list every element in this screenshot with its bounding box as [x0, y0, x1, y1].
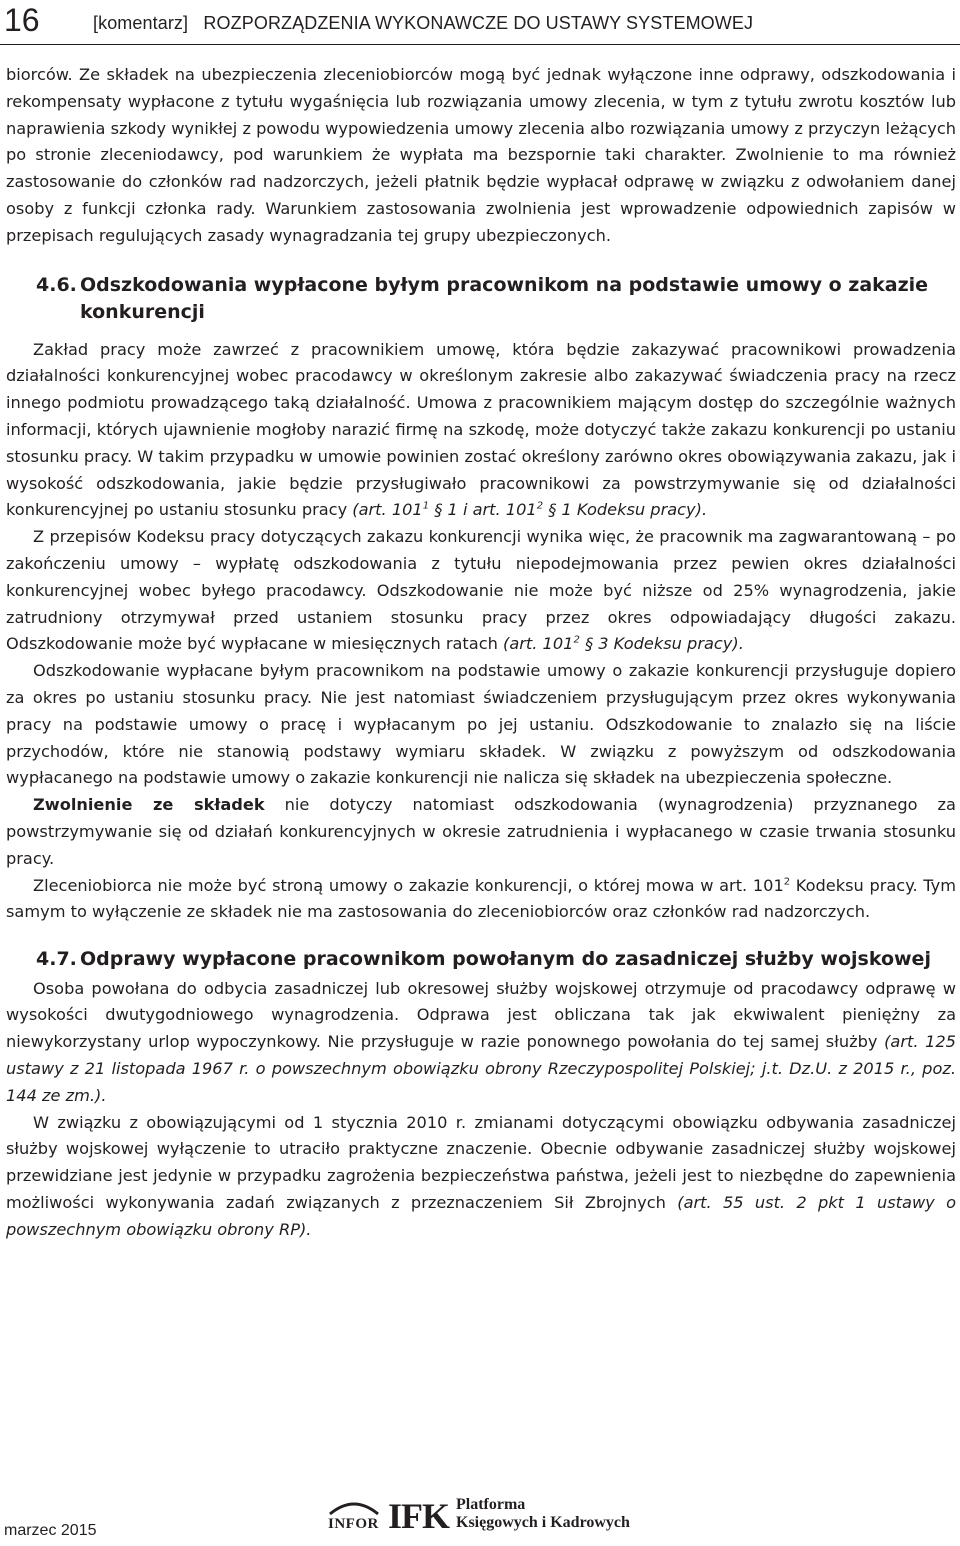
logo-infor-text: INFOR	[328, 1516, 379, 1532]
paragraph-text: nie dotyczy natomiast odszkodowania (wynagrodzenia) przyznanego za powstrzymywanie się od działań konkurencyjnych w okresie zatrudnienia i wypłacanego w czasie trwania stosunku pracy.	[6, 795, 956, 868]
paragraph-text: W związku z obowiązującymi od 1 stycznia 2010 r. zmianami dotyczącymi obowiązku odbywania zasadniczej służby wojskowej wyłączenie to utraciło praktyczne znaczenie. Obecnie odbywanie zasadniczej służby wojskowej przewidziane jest jedynie w przypadku zagrożenia bezpieczeństwa państwa, jeżeli jest to niezbędne do zapewnienia możliwości wykonywania zadań związanych z przeznaczeniem Sił Zbrojnych	[6, 1112, 956, 1212]
page-footer	[0, 1490, 960, 1546]
superscript: 2	[783, 876, 791, 888]
issue-date: marzec 2015	[4, 1522, 97, 1539]
section-heading-4-7	[6, 946, 956, 974]
section-title: Odprawy wypłacone pracownikom powołanym do zasadniczej służby wojskowej	[80, 948, 931, 971]
legal-reference	[503, 634, 744, 653]
logo-line-1: Platforma	[456, 1496, 526, 1513]
superscript: 2	[573, 634, 580, 646]
paragraph-text: Kodeksu pracy. Tym samym to wyłączenie ze składek nie ma zastosowania do zleceniobiorców oraz członków rad nadzorczych.	[6, 875, 956, 922]
paragraph	[6, 337, 956, 525]
paragraph	[6, 873, 956, 927]
superscript: 2	[536, 500, 544, 512]
paragraph-text: Z przepisów Kodeksu pracy dotyczących zakazu konkurencji wynika więc, że pracownik ma zagwarantowaną – po zakończeniu umowy – wypłatę odszkodowania z tytułu niepodejmowania przez pewien okres działalności konkurencyjnej wobec byłego pracodawcy. Odszkodowanie nie może być niższe od 25% wynagrodzenia, jakie zatrudniony otrzymywał przed ustaniem stosunku pracy przez okres odpowiadający długości zakazu. Odszkodowanie może być wypłacane w miesięcznych ratach	[6, 527, 956, 654]
ref-part: (art. 101	[503, 634, 574, 654]
ref-part: § 3 Kodeksu pracy).	[579, 634, 744, 654]
infor-arc-icon	[326, 1498, 382, 1516]
intro-paragraph: biorców. Ze składek na ubezpieczenia zleceniobiorców mogą być jednak wyłączone inne odprawy, odszkodowania i rekompensaty wypłacone z tytułu wygaśnięcia lub rozwiązania umowy zlecenia, w tym z tytułu zwrotu kosztów lub naprawienia szkody wynikłej z powodu wypowiedzenia umowy zlecenia albo rozwiązania umowy z przyczyn leżących po stronie zleceniodawcy, pod warunkiem że wypłata ma bezspornie taki charakter. Zwolnienie to ma również zastosowanie do członków rad nadzorczych, jeżeli płatnik będzie wypłacał odprawę w związku z odwołaniem danej osoby z funkcji członka rady. Warunkiem zastosowania zwolnienia jest wprowadzenie odpowiednich zapisów w przepisach regulujących zasady wynagradzania tej grupy ubezpieczonych.	[6, 65, 956, 245]
legal-reference	[352, 500, 707, 519]
paragraph-text: Zleceniobiorca nie może być stroną umowy o zakazie konkurencji, o której mowa w art. 101	[33, 875, 784, 895]
ref-part: (art. 101	[352, 500, 423, 520]
paragraph: Odszkodowanie wypłacane byłym pracownikom na podstawie umowy o zakazie konkurencji przysługuje dopiero za okres po ustaniu stosunku pracy. Nie jest natomiast świadczeniem przysługującym przez okres wykonywania pracy na podstawie umowy o pracę i wypłacanym po jej ustaniu. Odszkodowanie to znalazło się na liście przychodów, które nie stanowią podstawy wymiaru składek. W związku z powyższym od odszkodowania wypłacanego na podstawie umowy o zakazie konkurencji nie nalicza się składek na ubezpieczenia społeczne.	[6, 661, 956, 788]
section-heading-4-6	[6, 272, 956, 327]
logo-line-2: Księgowych i Kadrowych	[456, 1514, 630, 1531]
publisher-logo	[328, 1494, 648, 1540]
ref-part: § 1 i art. 101	[429, 500, 537, 520]
page-number: 16	[4, 2, 40, 38]
section-number: 4.7.	[36, 948, 77, 971]
ref-part: § 1 Kodeksu pracy).	[543, 500, 708, 520]
superscript: 1	[422, 500, 430, 512]
paragraph	[6, 1110, 956, 1244]
logo-ifk-text: IFK	[388, 1496, 450, 1536]
section-title: Odszkodowania wypłacone byłym pracownikom na podstawie umowy o zakazie konkurencji	[80, 273, 929, 324]
paragraph	[6, 976, 956, 1110]
legal-reference: (art. 125 ustawy z 21 listopada 1967 r. o powszechnym obowiązku obrony Rzeczypospolitej Polskiej; j.t. Dz.U. z 2015 r., poz. 144 ze zm.).	[6, 1032, 956, 1105]
legal-reference: (art. 55 ust. 2 pkt 1 ustawy o powszechnym obowiązku obrony RP).	[6, 1192, 956, 1239]
paragraph-text: Zakład pracy może zawrzeć z pracownikiem umowę, która będzie zakazywać pracownikowi prowadzenia działalności konkurencyjnej wobec pracodawcy w określonym zakresie albo zakazywać świadczenia pracy na rzecz innego podmiotu prowadzącego taką działalność. Umowa z pracownikiem mającym dostęp do szczególnie ważnych informacji, których ujawnienie mogłoby narazić firmę na szkodę, może dotyczyć także zakazu konkurencji po ustaniu stosunku pracy. W takim przypadku w umowie powinien zostać określony zarówno okres obowiązywania zakazu, jak i wysokość odszkodowania, jakie będzie przysługiwało pracownikowi za powstrzymywanie się od działalności konkurencyjnej po ustaniu stosunku pracy	[6, 339, 956, 520]
paragraph-text: Osoba powołana do odbycia zasadniczej lub okresowej służby wojskowej otrzymuje od pracodawcy odprawę w wysokości dwutygodniowego wynagrodzenia. Odprawa jest obliczana tak jak ekwiwalent pieniężny za niewykorzystany urlop wypoczynkowy. Nie przysługuje w razie ponownego powołania do tej samej służby	[6, 978, 956, 1052]
section-number: 4.6.	[36, 273, 77, 296]
bold-phrase: Zwolnienie ze składek	[33, 795, 265, 815]
paragraph	[6, 524, 956, 658]
page-header	[0, 0, 960, 44]
running-header-title: [komentarz] ROZPORZĄDZENIA WYKONAWCZE DO USTAWY SYSTEMOWEJ	[93, 13, 754, 33]
header-divider	[0, 44, 960, 45]
page-content	[6, 62, 956, 1244]
paragraph	[6, 792, 956, 872]
